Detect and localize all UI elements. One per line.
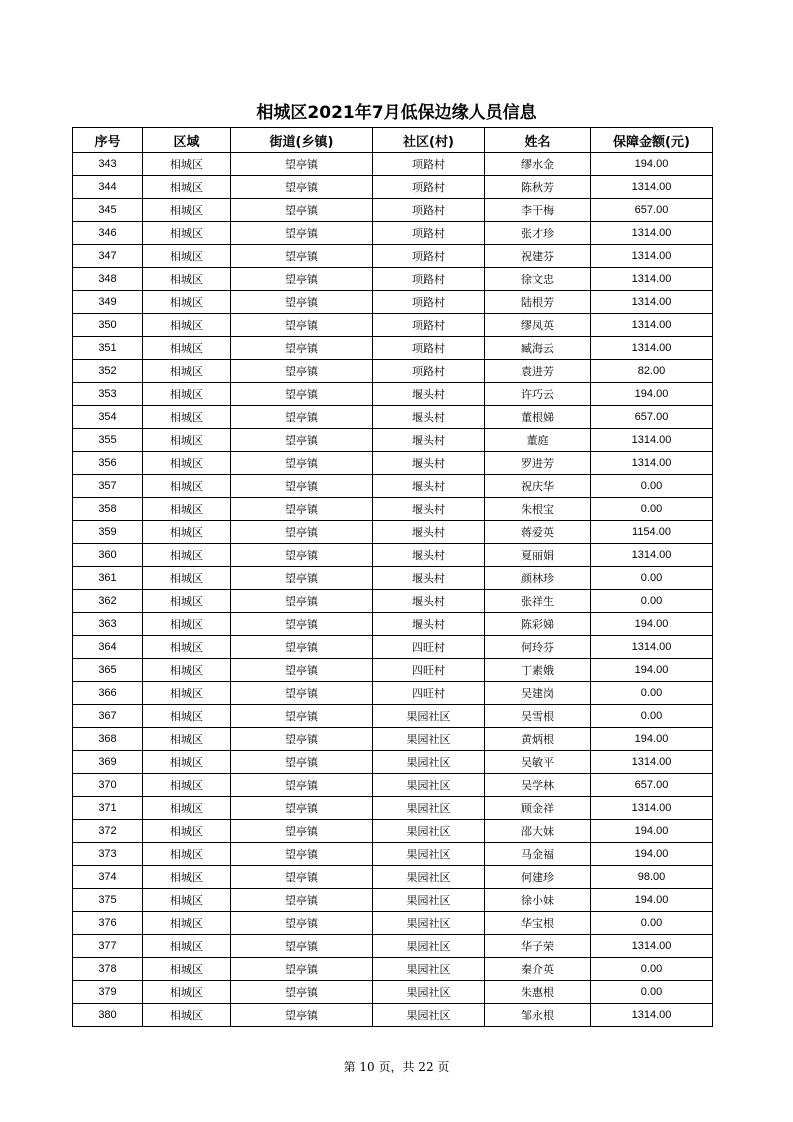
cell-district: 相城区 <box>143 774 231 797</box>
cell-name: 马金福 <box>485 843 591 866</box>
cell-amount: 1314.00 <box>591 337 713 360</box>
header-amount: 保障金额(元) <box>591 128 713 153</box>
cell-street: 望亭镇 <box>231 222 373 245</box>
cell-district: 相城区 <box>143 705 231 728</box>
cell-street: 望亭镇 <box>231 682 373 705</box>
cell-amount: 0.00 <box>591 912 713 935</box>
table-row <box>73 291 713 314</box>
table-row <box>73 475 713 498</box>
cell-amount: 1314.00 <box>591 314 713 337</box>
cell-community: 果园社区 <box>373 820 485 843</box>
cell-index: 369 <box>73 751 143 774</box>
table-row <box>73 222 713 245</box>
table-row <box>73 383 713 406</box>
cell-index: 353 <box>73 383 143 406</box>
cell-street: 望亭镇 <box>231 337 373 360</box>
cell-name: 陈彩娣 <box>485 613 591 636</box>
cell-community: 果园社区 <box>373 728 485 751</box>
cell-community: 果园社区 <box>373 981 485 1004</box>
cell-index: 352 <box>73 360 143 383</box>
cell-index: 366 <box>73 682 143 705</box>
cell-district: 相城区 <box>143 866 231 889</box>
table-row <box>73 751 713 774</box>
cell-district: 相城区 <box>143 337 231 360</box>
cell-community: 堰头村 <box>373 567 485 590</box>
cell-index: 358 <box>73 498 143 521</box>
cell-district: 相城区 <box>143 567 231 590</box>
cell-amount: 1314.00 <box>591 636 713 659</box>
cell-amount: 0.00 <box>591 498 713 521</box>
cell-name: 朱惠根 <box>485 981 591 1004</box>
cell-street: 望亭镇 <box>231 728 373 751</box>
cell-name: 缪凤英 <box>485 314 591 337</box>
cell-amount: 0.00 <box>591 705 713 728</box>
cell-district: 相城区 <box>143 912 231 935</box>
cell-amount: 657.00 <box>591 406 713 429</box>
cell-amount: 194.00 <box>591 728 713 751</box>
cell-street: 望亭镇 <box>231 153 373 176</box>
cell-amount: 1314.00 <box>591 291 713 314</box>
cell-community: 堰头村 <box>373 383 485 406</box>
cell-name: 徐小妹 <box>485 889 591 912</box>
cell-index: 355 <box>73 429 143 452</box>
cell-district: 相城区 <box>143 153 231 176</box>
cell-index: 361 <box>73 567 143 590</box>
cell-community: 项路村 <box>373 268 485 291</box>
cell-amount: 194.00 <box>591 820 713 843</box>
cell-name: 夏丽娟 <box>485 544 591 567</box>
cell-community: 果园社区 <box>373 751 485 774</box>
table-row <box>73 682 713 705</box>
cell-community: 果园社区 <box>373 912 485 935</box>
cell-index: 346 <box>73 222 143 245</box>
cell-community: 果园社区 <box>373 797 485 820</box>
cell-street: 望亭镇 <box>231 958 373 981</box>
cell-index: 350 <box>73 314 143 337</box>
cell-community: 项路村 <box>373 222 485 245</box>
cell-district: 相城区 <box>143 1004 231 1027</box>
cell-community: 堰头村 <box>373 475 485 498</box>
cell-community: 堰头村 <box>373 452 485 475</box>
table-row <box>73 406 713 429</box>
cell-district: 相城区 <box>143 843 231 866</box>
cell-community: 堰头村 <box>373 521 485 544</box>
cell-name: 华宝根 <box>485 912 591 935</box>
cell-street: 望亭镇 <box>231 912 373 935</box>
cell-index: 357 <box>73 475 143 498</box>
cell-name: 陈秋芳 <box>485 176 591 199</box>
cell-name: 张祥生 <box>485 590 591 613</box>
cell-street: 望亭镇 <box>231 751 373 774</box>
cell-index: 359 <box>73 521 143 544</box>
table-row <box>73 590 713 613</box>
cell-amount: 1314.00 <box>591 935 713 958</box>
cell-street: 望亭镇 <box>231 843 373 866</box>
cell-index: 368 <box>73 728 143 751</box>
table-row <box>73 958 713 981</box>
table-row <box>73 820 713 843</box>
header-street: 街道(乡镇) <box>231 128 373 153</box>
cell-street: 望亭镇 <box>231 314 373 337</box>
table-row <box>73 153 713 176</box>
cell-district: 相城区 <box>143 544 231 567</box>
table-row <box>73 889 713 912</box>
cell-street: 望亭镇 <box>231 705 373 728</box>
cell-community: 四旺村 <box>373 636 485 659</box>
cell-index: 347 <box>73 245 143 268</box>
cell-street: 望亭镇 <box>231 498 373 521</box>
cell-street: 望亭镇 <box>231 291 373 314</box>
header-district: 区域 <box>143 128 231 153</box>
cell-amount: 1314.00 <box>591 222 713 245</box>
cell-amount: 1314.00 <box>591 176 713 199</box>
cell-street: 望亭镇 <box>231 889 373 912</box>
cell-street: 望亭镇 <box>231 774 373 797</box>
cell-community: 果园社区 <box>373 889 485 912</box>
cell-amount: 1154.00 <box>591 521 713 544</box>
cell-community: 项路村 <box>373 291 485 314</box>
table-row <box>73 843 713 866</box>
cell-index: 363 <box>73 613 143 636</box>
cell-district: 相城区 <box>143 268 231 291</box>
table-row <box>73 1004 713 1027</box>
cell-district: 相城区 <box>143 498 231 521</box>
cell-index: 376 <box>73 912 143 935</box>
table-row <box>73 498 713 521</box>
cell-index: 370 <box>73 774 143 797</box>
cell-street: 望亭镇 <box>231 521 373 544</box>
cell-index: 378 <box>73 958 143 981</box>
cell-district: 相城区 <box>143 406 231 429</box>
cell-amount: 0.00 <box>591 981 713 1004</box>
cell-district: 相城区 <box>143 360 231 383</box>
cell-district: 相城区 <box>143 935 231 958</box>
cell-community: 项路村 <box>373 337 485 360</box>
table-row <box>73 659 713 682</box>
cell-community: 果园社区 <box>373 958 485 981</box>
cell-amount: 1314.00 <box>591 1004 713 1027</box>
cell-name: 许巧云 <box>485 383 591 406</box>
cell-index: 345 <box>73 199 143 222</box>
cell-name: 吴学林 <box>485 774 591 797</box>
cell-amount: 1314.00 <box>591 268 713 291</box>
table-row <box>73 912 713 935</box>
cell-name: 缪水金 <box>485 153 591 176</box>
cell-district: 相城区 <box>143 176 231 199</box>
header-name: 姓名 <box>485 128 591 153</box>
cell-name: 何建珍 <box>485 866 591 889</box>
cell-district: 相城区 <box>143 751 231 774</box>
table-row <box>73 567 713 590</box>
cell-street: 望亭镇 <box>231 176 373 199</box>
cell-community: 堰头村 <box>373 498 485 521</box>
cell-street: 望亭镇 <box>231 797 373 820</box>
cell-community: 果园社区 <box>373 843 485 866</box>
cell-index: 377 <box>73 935 143 958</box>
table-row <box>73 613 713 636</box>
cell-amount: 1314.00 <box>591 452 713 475</box>
cell-district: 相城区 <box>143 314 231 337</box>
cell-district: 相城区 <box>143 222 231 245</box>
table-row <box>73 176 713 199</box>
cell-index: 379 <box>73 981 143 1004</box>
cell-amount: 194.00 <box>591 659 713 682</box>
table-row <box>73 199 713 222</box>
cell-amount: 657.00 <box>591 774 713 797</box>
cell-community: 四旺村 <box>373 682 485 705</box>
cell-index: 354 <box>73 406 143 429</box>
cell-district: 相城区 <box>143 797 231 820</box>
cell-district: 相城区 <box>143 452 231 475</box>
cell-street: 望亭镇 <box>231 429 373 452</box>
cell-name: 黄炳根 <box>485 728 591 751</box>
cell-street: 望亭镇 <box>231 406 373 429</box>
cell-index: 351 <box>73 337 143 360</box>
cell-community: 果园社区 <box>373 774 485 797</box>
cell-amount: 0.00 <box>591 958 713 981</box>
cell-street: 望亭镇 <box>231 866 373 889</box>
table-header <box>73 128 713 153</box>
cell-name: 颜林珍 <box>485 567 591 590</box>
cell-amount: 194.00 <box>591 889 713 912</box>
cell-community: 果园社区 <box>373 1004 485 1027</box>
cell-district: 相城区 <box>143 590 231 613</box>
cell-amount: 1314.00 <box>591 751 713 774</box>
cell-name: 祝建芬 <box>485 245 591 268</box>
cell-district: 相城区 <box>143 383 231 406</box>
cell-name: 顾金祥 <box>485 797 591 820</box>
cell-district: 相城区 <box>143 889 231 912</box>
cell-name: 蒋爱英 <box>485 521 591 544</box>
cell-street: 望亭镇 <box>231 659 373 682</box>
header-community: 社区(村) <box>373 128 485 153</box>
cell-community: 项路村 <box>373 176 485 199</box>
cell-amount: 657.00 <box>591 199 713 222</box>
cell-district: 相城区 <box>143 659 231 682</box>
cell-name: 董根娣 <box>485 406 591 429</box>
cell-index: 375 <box>73 889 143 912</box>
cell-street: 望亭镇 <box>231 544 373 567</box>
table-row <box>73 866 713 889</box>
page-title: 相城区2021年7月低保边缘人员信息 <box>256 103 537 123</box>
cell-street: 望亭镇 <box>231 475 373 498</box>
cell-amount: 194.00 <box>591 843 713 866</box>
cell-name: 徐文忠 <box>485 268 591 291</box>
cell-name: 吴敏平 <box>485 751 591 774</box>
table-row <box>73 544 713 567</box>
cell-community: 四旺村 <box>373 659 485 682</box>
cell-amount: 194.00 <box>591 383 713 406</box>
cell-index: 364 <box>73 636 143 659</box>
table-row <box>73 337 713 360</box>
cell-street: 望亭镇 <box>231 590 373 613</box>
cell-street: 望亭镇 <box>231 199 373 222</box>
cell-community: 果园社区 <box>373 866 485 889</box>
cell-amount: 82.00 <box>591 360 713 383</box>
cell-name: 陆根芳 <box>485 291 591 314</box>
cell-index: 362 <box>73 590 143 613</box>
cell-street: 望亭镇 <box>231 613 373 636</box>
cell-name: 邹永根 <box>485 1004 591 1027</box>
cell-amount: 0.00 <box>591 682 713 705</box>
cell-district: 相城区 <box>143 429 231 452</box>
cell-index: 374 <box>73 866 143 889</box>
cell-community: 果园社区 <box>373 705 485 728</box>
cell-community: 堰头村 <box>373 429 485 452</box>
cell-street: 望亭镇 <box>231 820 373 843</box>
cell-index: 373 <box>73 843 143 866</box>
cell-street: 望亭镇 <box>231 245 373 268</box>
table-row <box>73 314 713 337</box>
cell-amount: 0.00 <box>591 475 713 498</box>
table-row <box>73 268 713 291</box>
cell-district: 相城区 <box>143 613 231 636</box>
cell-index: 365 <box>73 659 143 682</box>
table-row <box>73 245 713 268</box>
cell-community: 项路村 <box>373 153 485 176</box>
cell-name: 何玲芬 <box>485 636 591 659</box>
table-row <box>73 521 713 544</box>
cell-index: 372 <box>73 820 143 843</box>
cell-name: 丁素娥 <box>485 659 591 682</box>
header-index: 序号 <box>73 128 143 153</box>
cell-street: 望亭镇 <box>231 1004 373 1027</box>
cell-index: 349 <box>73 291 143 314</box>
cell-name: 吴建岗 <box>485 682 591 705</box>
table-row <box>73 705 713 728</box>
cell-street: 望亭镇 <box>231 567 373 590</box>
table-row <box>73 981 713 1004</box>
cell-name: 罗进芳 <box>485 452 591 475</box>
table-row <box>73 797 713 820</box>
cell-name: 臧海云 <box>485 337 591 360</box>
cell-index: 343 <box>73 153 143 176</box>
cell-street: 望亭镇 <box>231 636 373 659</box>
table-row <box>73 728 713 751</box>
cell-district: 相城区 <box>143 636 231 659</box>
cell-community: 项路村 <box>373 199 485 222</box>
cell-district: 相城区 <box>143 521 231 544</box>
cell-name: 张才珍 <box>485 222 591 245</box>
cell-district: 相城区 <box>143 199 231 222</box>
page-footer: 第 10 页，共 22 页 <box>343 1060 450 1074</box>
cell-street: 望亭镇 <box>231 452 373 475</box>
cell-street: 望亭镇 <box>231 360 373 383</box>
cell-district: 相城区 <box>143 682 231 705</box>
cell-community: 堰头村 <box>373 590 485 613</box>
cell-name: 邵大妹 <box>485 820 591 843</box>
cell-amount: 1314.00 <box>591 429 713 452</box>
cell-index: 356 <box>73 452 143 475</box>
cell-street: 望亭镇 <box>231 935 373 958</box>
cell-name: 吴雪根 <box>485 705 591 728</box>
cell-amount: 194.00 <box>591 153 713 176</box>
table-row <box>73 360 713 383</box>
cell-index: 360 <box>73 544 143 567</box>
cell-name: 袁进芳 <box>485 360 591 383</box>
cell-amount: 1314.00 <box>591 797 713 820</box>
cell-community: 项路村 <box>373 314 485 337</box>
cell-district: 相城区 <box>143 475 231 498</box>
cell-amount: 0.00 <box>591 590 713 613</box>
cell-name: 朱根宝 <box>485 498 591 521</box>
cell-name: 秦介英 <box>485 958 591 981</box>
cell-street: 望亭镇 <box>231 268 373 291</box>
cell-index: 344 <box>73 176 143 199</box>
cell-amount: 98.00 <box>591 866 713 889</box>
cell-amount: 194.00 <box>591 613 713 636</box>
cell-index: 367 <box>73 705 143 728</box>
cell-name: 华子荣 <box>485 935 591 958</box>
cell-community: 堰头村 <box>373 406 485 429</box>
table-row <box>73 935 713 958</box>
header-row <box>73 128 713 153</box>
cell-district: 相城区 <box>143 245 231 268</box>
cell-street: 望亭镇 <box>231 383 373 406</box>
cell-district: 相城区 <box>143 291 231 314</box>
cell-name: 李干梅 <box>485 199 591 222</box>
data-table <box>72 127 713 1027</box>
table-row <box>73 429 713 452</box>
table-row <box>73 774 713 797</box>
cell-name: 董庭 <box>485 429 591 452</box>
cell-index: 380 <box>73 1004 143 1027</box>
cell-community: 果园社区 <box>373 935 485 958</box>
cell-street: 望亭镇 <box>231 981 373 1004</box>
table-row <box>73 636 713 659</box>
cell-district: 相城区 <box>143 981 231 1004</box>
table-body <box>73 153 713 1027</box>
cell-index: 371 <box>73 797 143 820</box>
cell-community: 堰头村 <box>373 544 485 567</box>
cell-district: 相城区 <box>143 820 231 843</box>
cell-amount: 1314.00 <box>591 544 713 567</box>
cell-name: 祝庆华 <box>485 475 591 498</box>
cell-community: 项路村 <box>373 245 485 268</box>
cell-index: 348 <box>73 268 143 291</box>
table-row <box>73 452 713 475</box>
cell-district: 相城区 <box>143 958 231 981</box>
cell-community: 堰头村 <box>373 613 485 636</box>
cell-district: 相城区 <box>143 728 231 751</box>
cell-amount: 1314.00 <box>591 245 713 268</box>
cell-community: 项路村 <box>373 360 485 383</box>
cell-amount: 0.00 <box>591 567 713 590</box>
